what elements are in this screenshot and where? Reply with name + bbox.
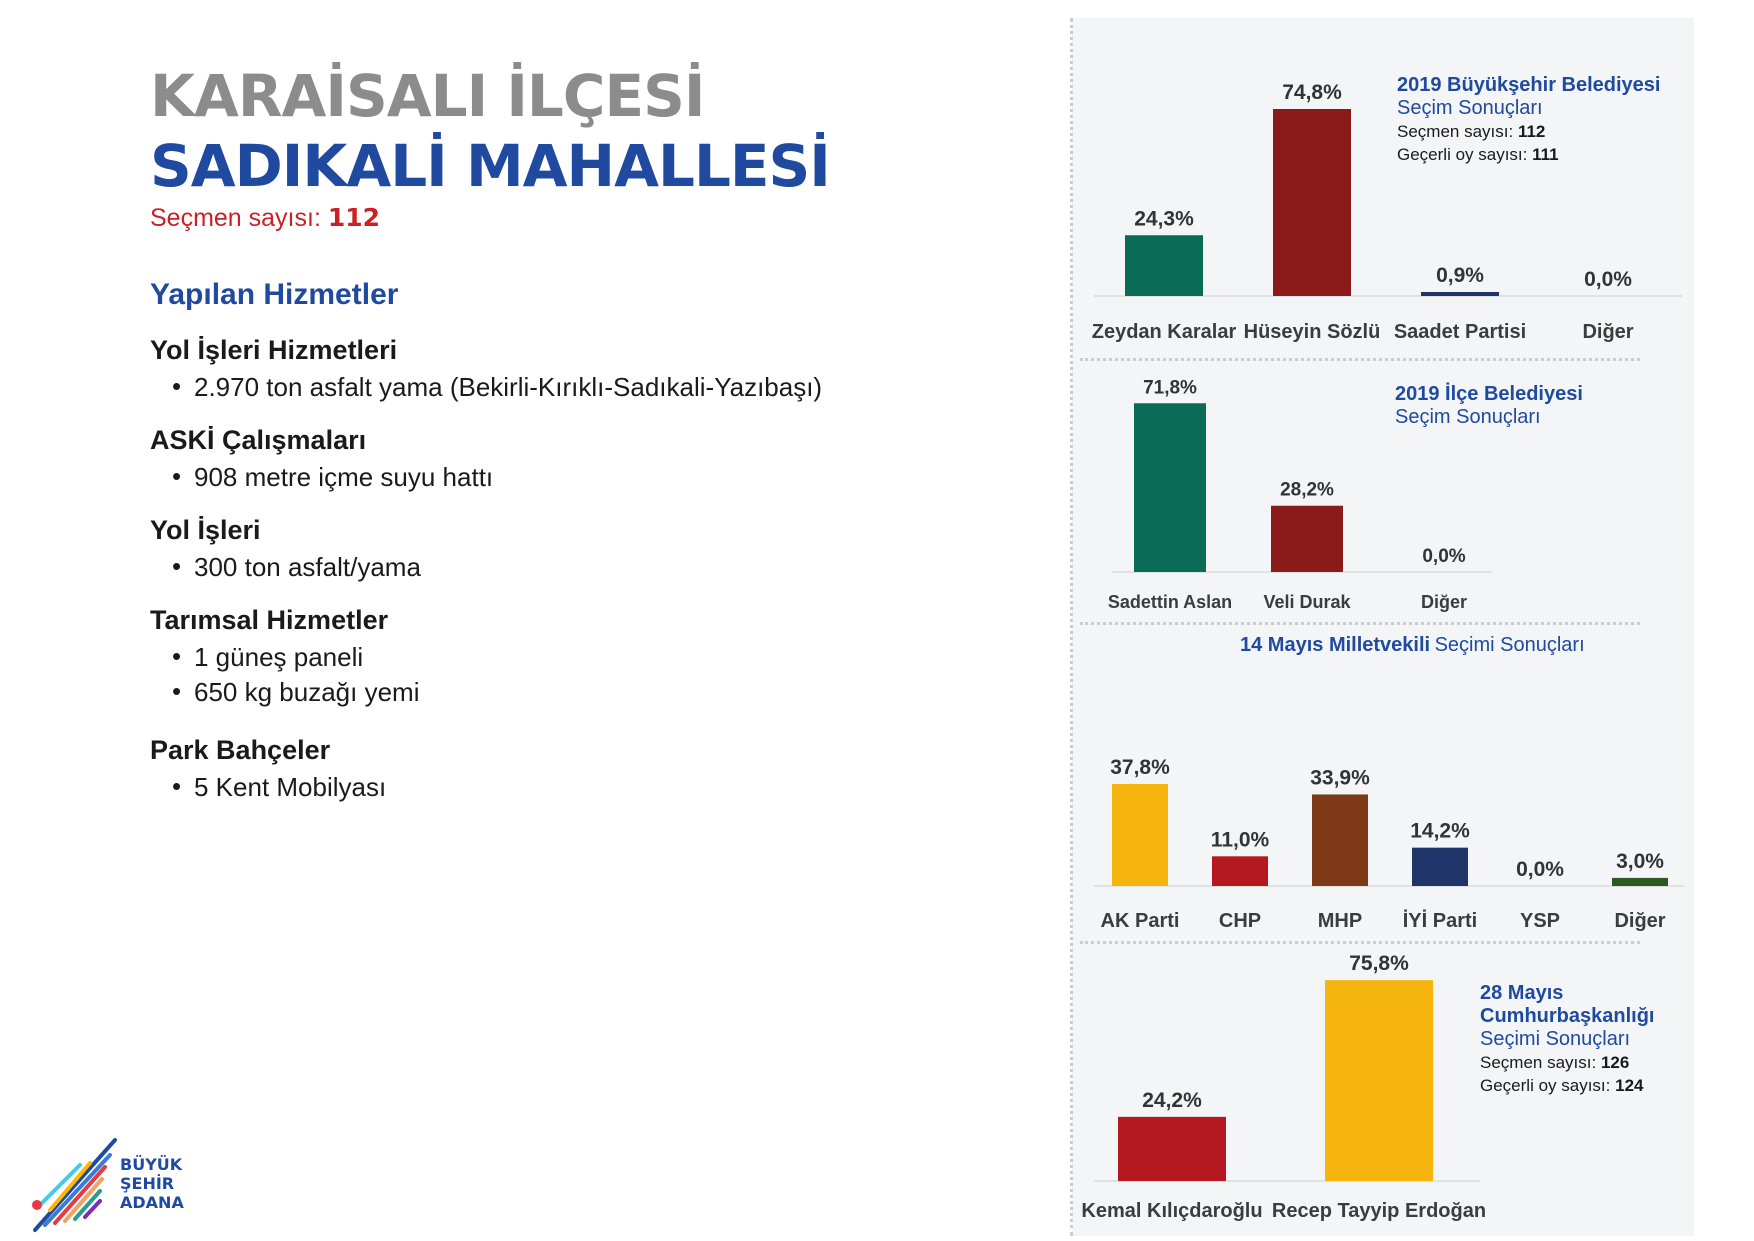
category-label: Diğer: [1582, 321, 1634, 343]
category-label: Hüseyin Sözlü: [1243, 321, 1381, 343]
bar: [1421, 292, 1499, 296]
category-label: Veli Durak: [1263, 592, 1351, 612]
bar: [1118, 1117, 1226, 1181]
bar: [1273, 109, 1351, 296]
service-group-title: Yol İşleri: [150, 515, 261, 545]
category-label: İYİ Parti: [1402, 910, 1478, 932]
data-label: 24,2%: [1142, 1088, 1202, 1112]
service-group-parks: [150, 735, 830, 805]
data-label: 74,8%: [1282, 81, 1342, 104]
bar: [1312, 794, 1368, 886]
chart-14-may-parliament: [1072, 624, 1694, 941]
data-label: 11,0%: [1210, 828, 1270, 852]
chart-title: 2019 Büyükşehir Belediyesi: [1397, 74, 1661, 96]
chart-note: Geçerli oy sayısı: 111: [1397, 145, 1559, 164]
category-label: Saadet Partisi: [1393, 321, 1527, 343]
chart-2019-district: [1072, 360, 1694, 622]
chart-subtitle: Seçimi Sonuçları: [1434, 634, 1585, 656]
data-label: 3,0%: [1616, 849, 1664, 873]
chart-subtitle: Seçimi Sonuçları: [1480, 1028, 1631, 1050]
category-label: Diğer: [1614, 910, 1666, 932]
service-item: • 2.970 ton asfalt yama (Bekirli-Kırıklı-Sadıkali-Yazıbaşı): [150, 370, 830, 405]
emblem-icon: [32, 1200, 42, 1210]
bar: [1212, 856, 1268, 886]
chart-title: 2019 İlçe Belediyesi: [1395, 383, 1583, 405]
services-title: Yapılan Hizmetler: [150, 278, 399, 311]
bar: [1325, 980, 1433, 1181]
legend-2019-district: [1395, 383, 1583, 429]
data-label: 0,0%: [1516, 858, 1564, 881]
chart-note: Seçmen sayısı: 112: [1397, 122, 1546, 141]
data-label: 71,8%: [1143, 377, 1197, 399]
data-label: 0,0%: [1584, 268, 1632, 291]
service-group-aski: [150, 425, 830, 495]
logo-text: BÜYÜK ŞEHİR ADANA: [120, 1155, 184, 1212]
chart-note: Geçerli oy sayısı: 124: [1480, 1076, 1644, 1095]
legend-28-may: [1480, 982, 1680, 1097]
category-label: CHP: [1218, 910, 1262, 932]
category-label: Diğer: [1420, 592, 1468, 612]
bar: [1134, 403, 1206, 572]
category-label: Recep Tayyip Erdoğan: [1271, 1200, 1487, 1222]
district-title: KARAİSALI İLÇESİ: [150, 62, 705, 130]
service-item: • 650 kg buzağı yemi: [150, 675, 830, 710]
bar: [1271, 506, 1343, 572]
voter-count-label: Seçmen sayısı:: [150, 204, 321, 232]
service-group-road-works: [150, 335, 830, 405]
chart-subtitle: Seçim Sonuçları: [1397, 97, 1543, 119]
bar: [1612, 878, 1668, 886]
legend-2019-metropolitan: [1397, 74, 1660, 166]
service-item: • 300 ton asfalt/yama: [150, 550, 830, 585]
service-item: • 1 güneş paneli: [150, 640, 830, 675]
service-group-title: Tarımsal Hizmetler: [150, 605, 389, 635]
category-label: Zeydan Karalar: [1091, 321, 1237, 343]
voter-count-value: 112: [327, 203, 381, 232]
bar: [1125, 235, 1203, 296]
data-label: 33,9%: [1310, 766, 1370, 790]
data-label: 0,0%: [1422, 546, 1466, 567]
service-group-title: ASKİ Çalışmaları: [150, 425, 367, 455]
service-item: • 908 metre içme suyu hattı: [150, 460, 830, 495]
legend-14-may: [1240, 634, 1585, 657]
neighborhood-title: SADIKALİ MAHALLESİ: [150, 132, 830, 200]
chart-title: 14 Mayıs Milletvekili: [1240, 634, 1431, 656]
category-label: Kemal Kılıçdaroğlu: [1081, 1200, 1263, 1222]
service-group-title: Yol İşleri Hizmetleri: [150, 335, 398, 365]
chart-2019-metropolitan: [1072, 18, 1694, 348]
category-label: Sadettin Aslan: [1107, 592, 1233, 612]
data-label: 75,8%: [1349, 952, 1409, 976]
bar: [1412, 848, 1468, 886]
bar: [1112, 784, 1168, 886]
data-label: 24,3%: [1134, 207, 1194, 231]
service-item: • 5 Kent Mobilyası: [150, 770, 830, 805]
category-label: YSP: [1519, 910, 1561, 932]
voter-count: [150, 203, 380, 233]
chart-title: 28 Mayıs Cumhurbaşkanlığı: [1480, 982, 1655, 1027]
service-group-roads: [150, 515, 830, 585]
service-group-title: Park Bahçeler: [150, 735, 331, 765]
chart-note: Seçmen sayısı: 126: [1480, 1053, 1630, 1072]
service-group-agriculture: [150, 605, 830, 710]
category-label: AK Parti: [1100, 910, 1180, 932]
chart-subtitle: Seçim Sonuçları: [1395, 406, 1541, 428]
category-label: MHP: [1317, 910, 1363, 932]
data-label: 28,2%: [1280, 479, 1334, 501]
data-label: 14,2%: [1410, 819, 1470, 843]
data-label: 0,9%: [1436, 264, 1484, 287]
data-label: 37,8%: [1110, 755, 1170, 779]
